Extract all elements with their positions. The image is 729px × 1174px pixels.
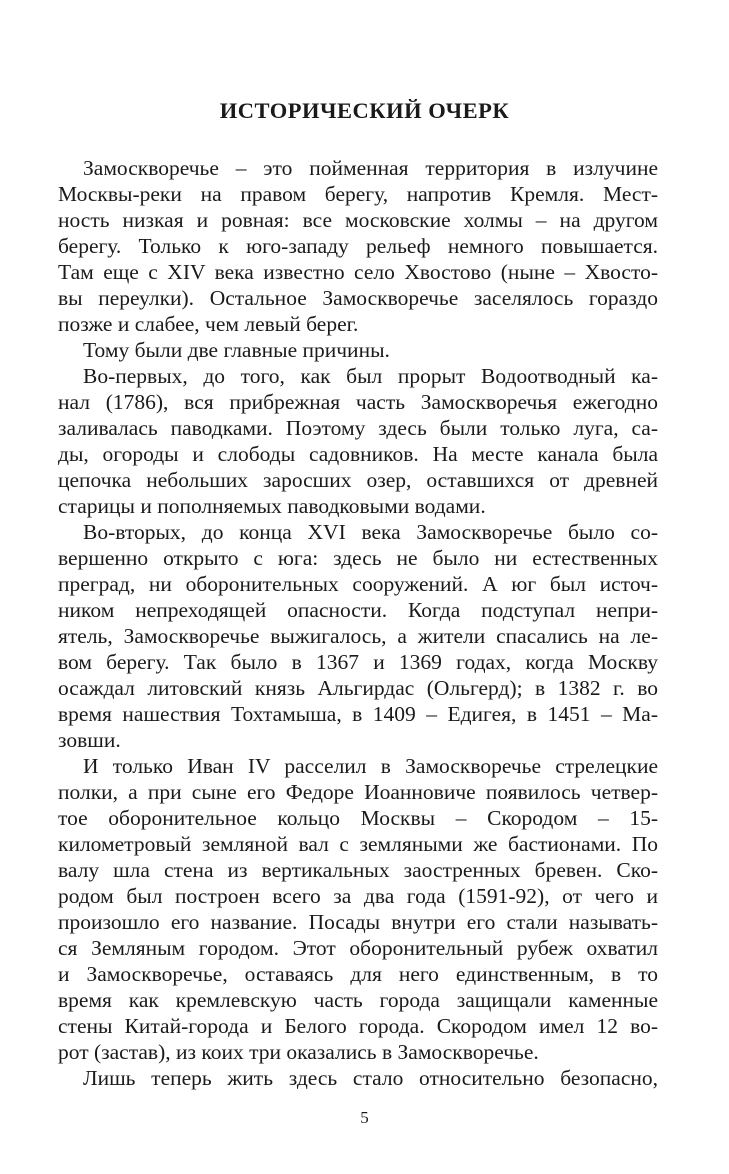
text-line: Замоскворечье – это пойменная территория в излучине bbox=[83, 156, 658, 180]
text-line: рот (застав), из коих три оказались в Замоскворечье. bbox=[58, 1040, 539, 1064]
text-line: Москвы-реки на правом берегу, напротив Кремля. Мест- bbox=[58, 182, 658, 206]
text-line: вы переулки). Остальное Замоскворечье заселялось гораздо bbox=[58, 286, 658, 310]
text-line: преград, ни оборонительных сооружений. А юг был источ- bbox=[58, 572, 658, 596]
text-line: И только Иван IV расселил в Замоскворечье стрелецкие bbox=[83, 754, 658, 778]
text-line: цепочка небольших заросших озер, оставшихся от древней bbox=[58, 468, 658, 492]
text-line: осаждал литовский князь Альгирдас (Ольгерд); в 1382 г. во bbox=[58, 676, 658, 700]
text-line: время как кремлевскую часть города защищали каменные bbox=[58, 988, 658, 1012]
text-line: ником непреходящей опасности. Когда подступал непри- bbox=[58, 598, 658, 622]
text-line: зовши. bbox=[58, 728, 121, 752]
text-line: ды, огороды и слободы садовников. На месте канала была bbox=[58, 442, 658, 466]
text-line: тое оборонительное кольцо Москвы – Скородом – 15- bbox=[58, 806, 658, 830]
text-line: Там еще с XIV века известно село Хвостово (ныне – Хвосто- bbox=[58, 260, 658, 284]
text-line: Во-первых, до того, как был прорыт Водоотводный ка- bbox=[83, 364, 658, 388]
page-number: 5 bbox=[360, 1108, 369, 1127]
text-line: произошло его название. Посады внутри его стали называть- bbox=[58, 910, 658, 934]
text-line: Тому были две главные причины. bbox=[83, 338, 390, 362]
text-line: старицы и пополняемых паводковыми водами. bbox=[58, 494, 486, 518]
text-line: заливалась паводками. Поэтому здесь были только луга, са- bbox=[58, 416, 658, 440]
chapter-title: ИСТОРИЧЕСКИЙ ОЧЕРК bbox=[219, 98, 510, 123]
text-line: родом был построен всего за два года (1591-92), от чего и bbox=[58, 884, 658, 908]
text-line: время нашествия Тохтамыша, в 1409 – Едигея, в 1451 – Ма- bbox=[58, 702, 658, 726]
text-line: валу шла стена из вертикальных заостренных бревен. Ско- bbox=[58, 858, 658, 882]
text-line: километровый земляной вал с земляными же бастионами. По bbox=[58, 832, 658, 856]
text-line: Во-вторых, до конца XVI века Замоскворечье было со- bbox=[83, 520, 658, 544]
text-line: стены Китай-города и Белого города. Скородом имел 12 во- bbox=[58, 1014, 658, 1038]
text-line: вом берегу. Так было в 1367 и 1369 годах, когда Москву bbox=[58, 650, 658, 674]
text-line: ятель, Замоскворечье выжигалось, а жители спасались на ле- bbox=[58, 624, 658, 648]
text-line: берегу. Только к юго-западу рельеф немного повышается. bbox=[58, 234, 658, 258]
text-line: ность низкая и ровная: все московские холмы – на другом bbox=[58, 208, 658, 232]
text-line: и Замоскворечье, оставаясь для него единственным, в то bbox=[58, 962, 658, 986]
text-line: ся Земляным городом. Этот оборонительный рубеж охватил bbox=[58, 936, 658, 960]
text-line: вершенно открыто с юга: здесь не было ни естественных bbox=[58, 546, 658, 570]
text-line: Лишь теперь жить здесь стало относительно безопасно, bbox=[83, 1066, 658, 1090]
text-line: позже и слабее, чем левый берег. bbox=[58, 312, 359, 336]
text-line: нал (1786), вся прибрежная часть Замоскворечья ежегодно bbox=[58, 390, 658, 414]
text-line: полки, а при сыне его Федоре Иоанновиче появилось четвер- bbox=[58, 780, 658, 804]
